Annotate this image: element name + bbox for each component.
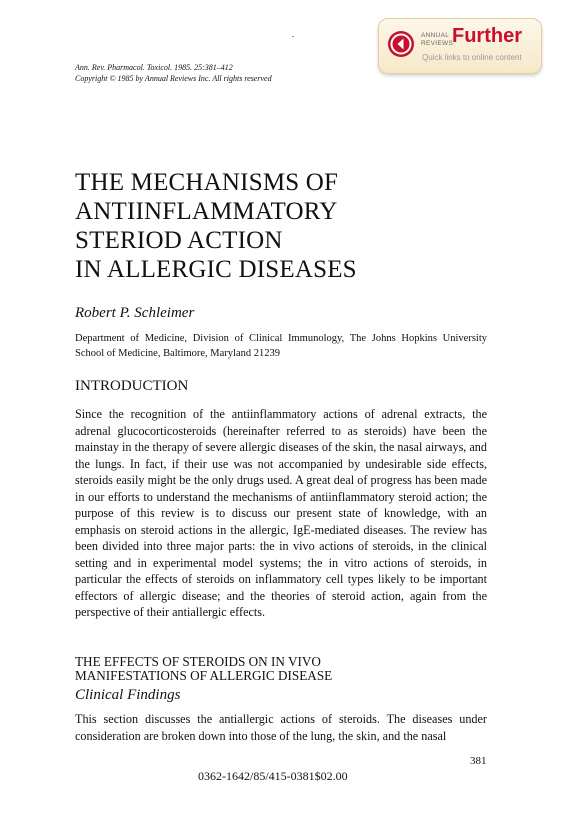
title-line: ANTIINFLAMMATORY bbox=[75, 198, 338, 225]
reviews-label: REVIEWS bbox=[421, 40, 454, 47]
section-heading-effects bbox=[75, 655, 495, 683]
section-heading-introduction: INTRODUCTION bbox=[75, 378, 189, 394]
annual-label: ANNUAL bbox=[421, 32, 450, 39]
journal-citation bbox=[75, 62, 272, 84]
author-name: Robert P. Schleimer bbox=[75, 305, 195, 321]
page-number: 381 bbox=[470, 755, 487, 767]
subheading-clinical-findings: Clinical Findings bbox=[75, 687, 181, 703]
title-line: THE MECHANISMS OF bbox=[75, 169, 339, 196]
heading-line: MANIFESTATIONS OF ALLERGIC DISEASE bbox=[75, 668, 333, 683]
article-title bbox=[75, 168, 357, 284]
further-links-banner[interactable] bbox=[378, 18, 542, 74]
citation-copyright-line: Copyright © 1985 by Annual Reviews Inc. All rights reserved bbox=[75, 74, 272, 83]
annual-reviews-logo-icon bbox=[388, 31, 414, 57]
further-subtitle: Quick links to online content bbox=[422, 53, 522, 62]
citation-journal-line: Ann. Rev. Pharmacol. Toxicol. 1985. 25:381–412 bbox=[75, 63, 233, 72]
further-label: Further bbox=[452, 25, 522, 47]
scan-speck bbox=[292, 36, 294, 37]
title-line: STERIOD ACTION bbox=[75, 227, 283, 254]
heading-line: THE EFFECTS OF STEROIDS ON IN VIVO bbox=[75, 654, 321, 669]
footer-issn-code: 0362-1642/85/415-0381$02.00 bbox=[198, 769, 348, 783]
introduction-paragraph: Since the recognition of the antiinflammatory actions of adrenal extracts, the adrenal glucocorticosteroids (hereinafter referred to as steroids) have been the mainstay in the therapy of severe allergic diseases of the skin, the nasal airways, and the lungs. In fact, if their use was not accompanied by undesirable side effects, steroids easily might be the only drugs used. A great deal of progress has been made in our efforts to understand the mechanisms of antiinflammatory steroid action; the purpose of this review is to discuss our present state of knowledge, with an emphasis on steroid actions in the allergic, IgE-mediated diseases. The review has been divided into three major parts: the in vivo actions of steroids, in the clinical setting and in experimental model systems; the in vitro actions of steroids, in particular the effects of steroids on inflammatory cell types likely to be important effectors of allergic disease; and the theories of steroid action, again from the perspective of their antiallergic effects. bbox=[75, 407, 487, 619]
author-affiliation: Department of Medicine, Division of Clinical Immunology, The Johns Hopkins University School of Medicine, Baltimore, Maryland 21239 bbox=[75, 333, 487, 359]
clinical-findings-paragraph: This section discusses the antiallergic actions of steroids. The diseases under consideration are broken down into those of the lung, the skin, and the nasal bbox=[75, 712, 487, 743]
title-line: IN ALLERGIC DISEASES bbox=[75, 256, 357, 283]
